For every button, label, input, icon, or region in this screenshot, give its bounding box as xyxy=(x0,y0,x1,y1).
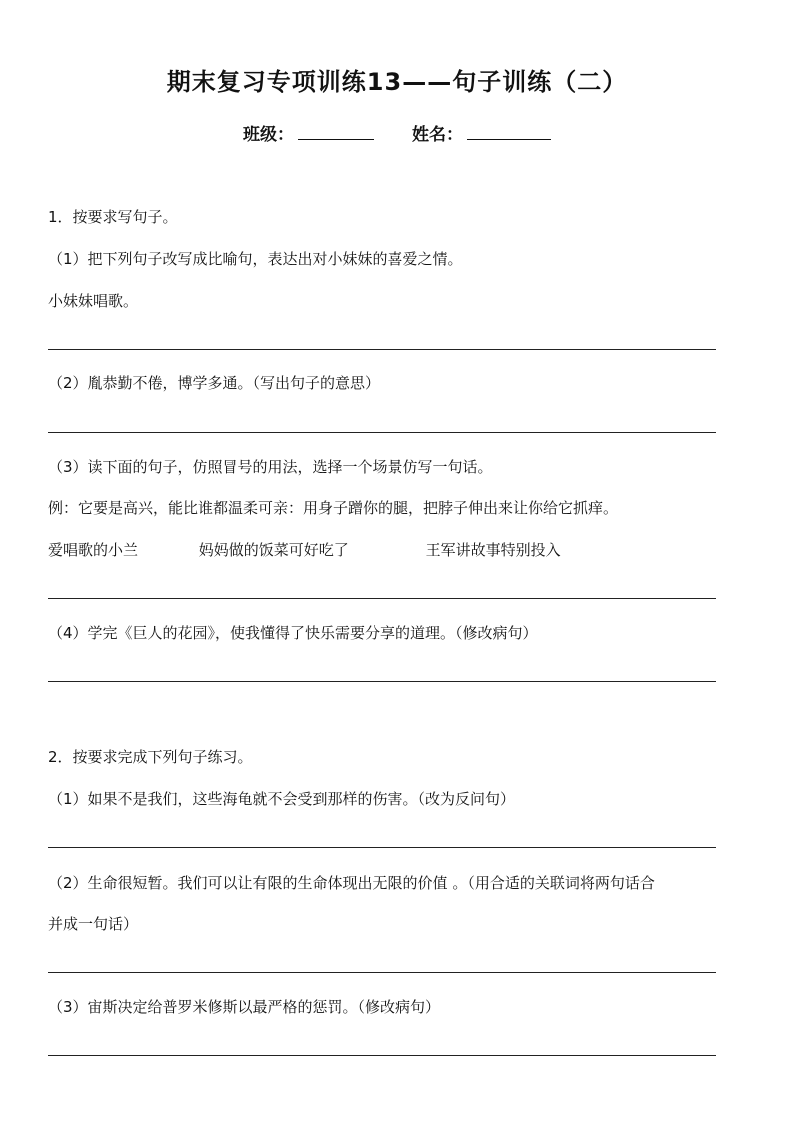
s2-q1-answer-line[interactable] xyxy=(48,847,716,848)
s1-q3-answer-line[interactable] xyxy=(48,598,716,599)
student-info xyxy=(0,120,794,145)
s2-question-3: （3）宙斯决定给普罗米修斯以最严格的惩罚。（修改病句） xyxy=(48,998,441,1016)
class-label: 班级： xyxy=(243,125,295,145)
option-3: 王军讲故事特别投入 xyxy=(425,541,561,559)
name-label: 姓名： xyxy=(411,125,463,145)
page-title: 期末复习专项训练13——句子训练（二） xyxy=(166,68,628,96)
s2-question-1: （1）如果不是我们，这些海龟就不会受到那样的伤害。（改为反问句） xyxy=(48,790,516,808)
s1-q4-answer-line[interactable] xyxy=(48,681,716,682)
name-field xyxy=(412,120,551,145)
class-field xyxy=(243,120,374,145)
s1-question-3-options xyxy=(48,539,561,560)
name-blank[interactable] xyxy=(467,123,551,140)
s1-question-1-sentence: 小妹妹唱歌。 xyxy=(48,292,139,310)
class-blank[interactable] xyxy=(298,123,374,140)
s1-question-1: （1）把下列句子改写成比喻句，表达出对小妹妹的喜爱之情。 xyxy=(48,250,463,268)
s2-q2-answer-line[interactable] xyxy=(48,972,716,973)
s2-q3-answer-line[interactable] xyxy=(48,1055,716,1056)
option-2: 妈妈做的饭菜可好吃了 xyxy=(198,541,349,559)
section2-heading: 2．按要求完成下列句子练习。 xyxy=(48,748,253,766)
section1-heading: 1．按要求写句子。 xyxy=(48,208,178,226)
s1-question-3-example: 例：它要是高兴，能比谁都温柔可亲：用身子蹭你的腿，把脖子伸出来让你给它抓痒。 xyxy=(48,499,619,517)
s2-question-2-line2: 并成一句话） xyxy=(48,915,139,933)
s1-q1-answer-line[interactable] xyxy=(48,349,716,350)
option-1: 爱唱歌的小兰 xyxy=(48,541,139,559)
s2-question-2-line1: （2）生命很短暂。我们可以让有限的生命体现出无限的价值 。（用合适的关联词将两句话合 xyxy=(48,874,655,892)
s1-question-2: （2）胤恭勤不倦，博学多通。（写出句子的意思） xyxy=(48,374,381,392)
s1-question-3: （3）读下面的句子，仿照冒号的用法，选择一个场景仿写一句话。 xyxy=(48,458,493,476)
s1-question-4: （4）学完《巨人的花园》，使我懂得了快乐需要分享的道理。（修改病句） xyxy=(48,624,538,642)
s1-q2-answer-line[interactable] xyxy=(48,432,716,433)
